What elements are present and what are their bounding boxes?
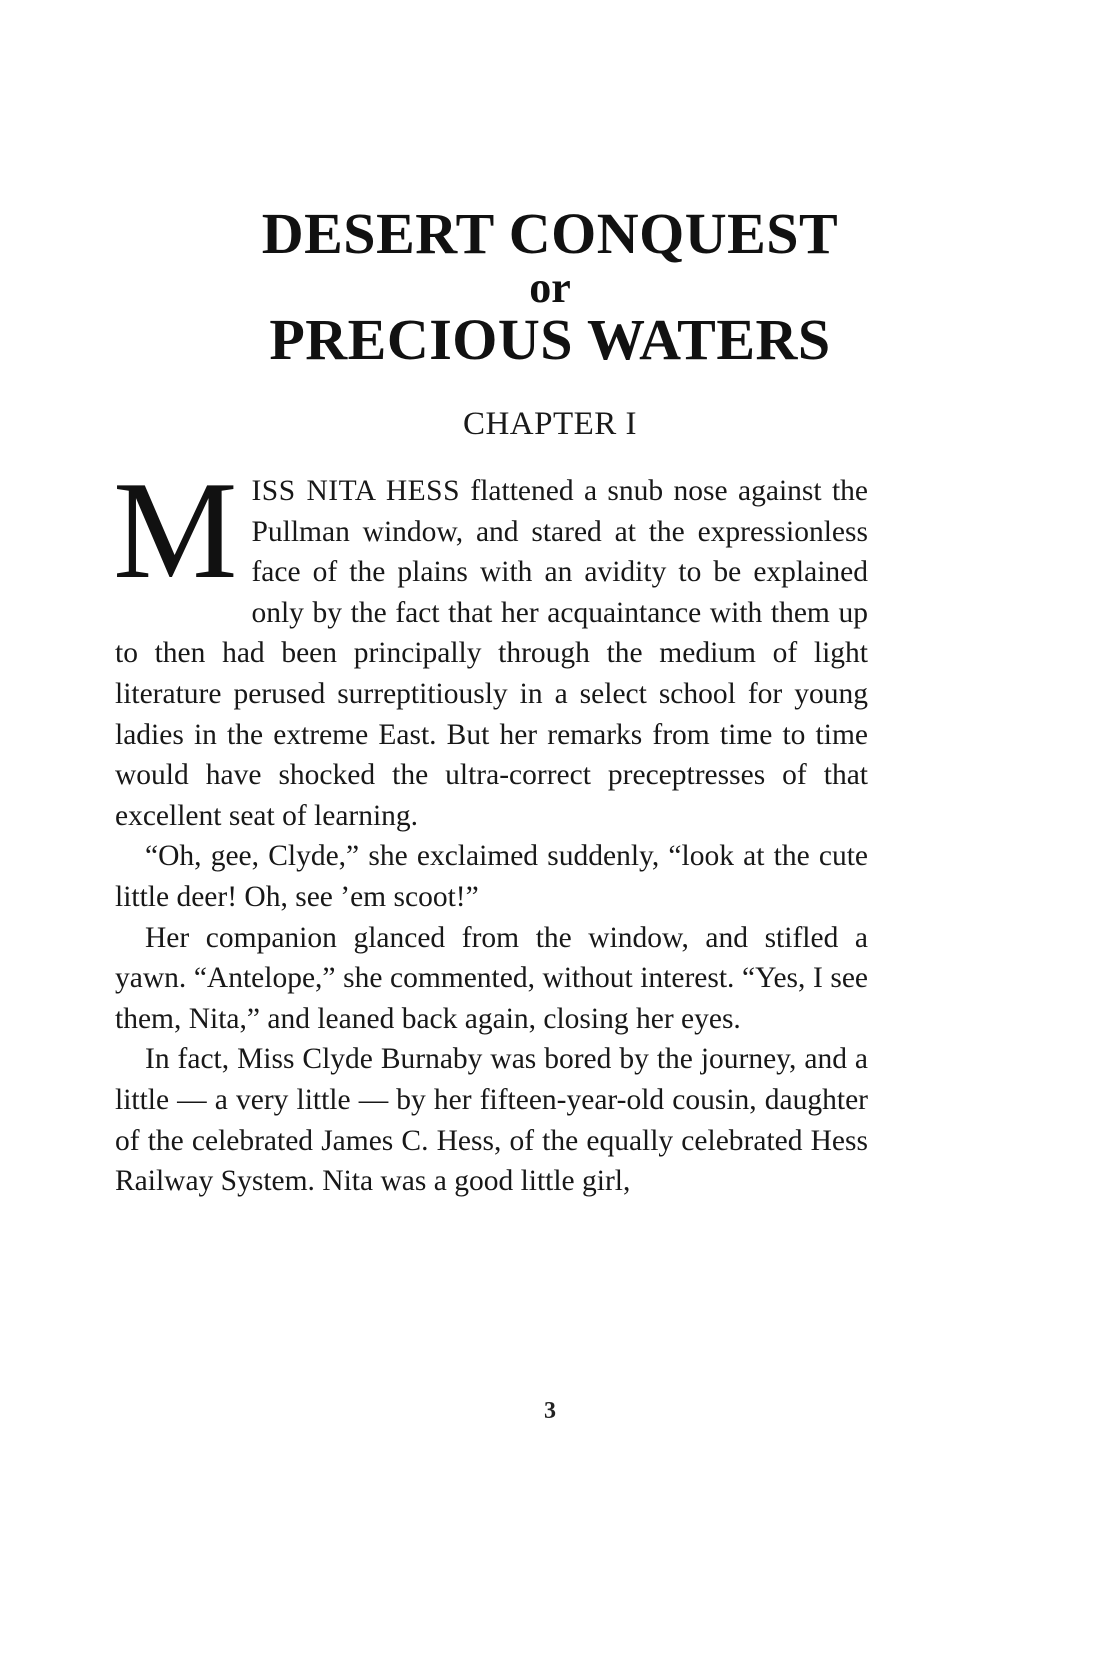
book-title-conjunction: or (529, 263, 571, 312)
opening-words: ISS NITA HESS (251, 475, 460, 507)
page-number: 3 (544, 1398, 556, 1424)
paragraph-4: In fact, Miss Clyde Burnaby was bored by the journey, and a little — a very little — by her fifteen-year-old cousin, daughter of the celebrated James C. Hess, of the equally celebrated Hess Railway System. Nita was a good little girl, (115, 1043, 868, 1198)
chapter-heading: CHAPTER I (462, 406, 638, 442)
chapter-text (113, 453, 868, 1202)
book-title-line-2: PRECIOUS WATERS (269, 307, 831, 372)
paragraph-1-text: flattened a snub nose against the Pullman window, and stared at the expressionless face of the plains with an avidity to be explained only by the fact that her acquaintance with them up to then had been principally through the medium of light literature perused surreptitiously in a select school for young ladies in the extreme East. But her remarks from time to time would have shocked the ultra-correct preceptresses of that excellent seat of learning. (115, 475, 868, 832)
paragraph-1 (113, 453, 868, 836)
drop-cap: M (113, 453, 238, 608)
paragraph-3: Her companion glanced from the window, and stifled a yawn. “Antelope,” she commented, without interest. “Yes, I see them, Nita,” and leaned back again, closing her eyes. (115, 921, 868, 1035)
paragraph-2: “Oh, gee, Clyde,” she exclaimed suddenly, “look at the cute little deer! Oh, see ’em scoot!” (115, 840, 868, 913)
book-title-line-1: DESERT CONQUEST (261, 201, 839, 266)
